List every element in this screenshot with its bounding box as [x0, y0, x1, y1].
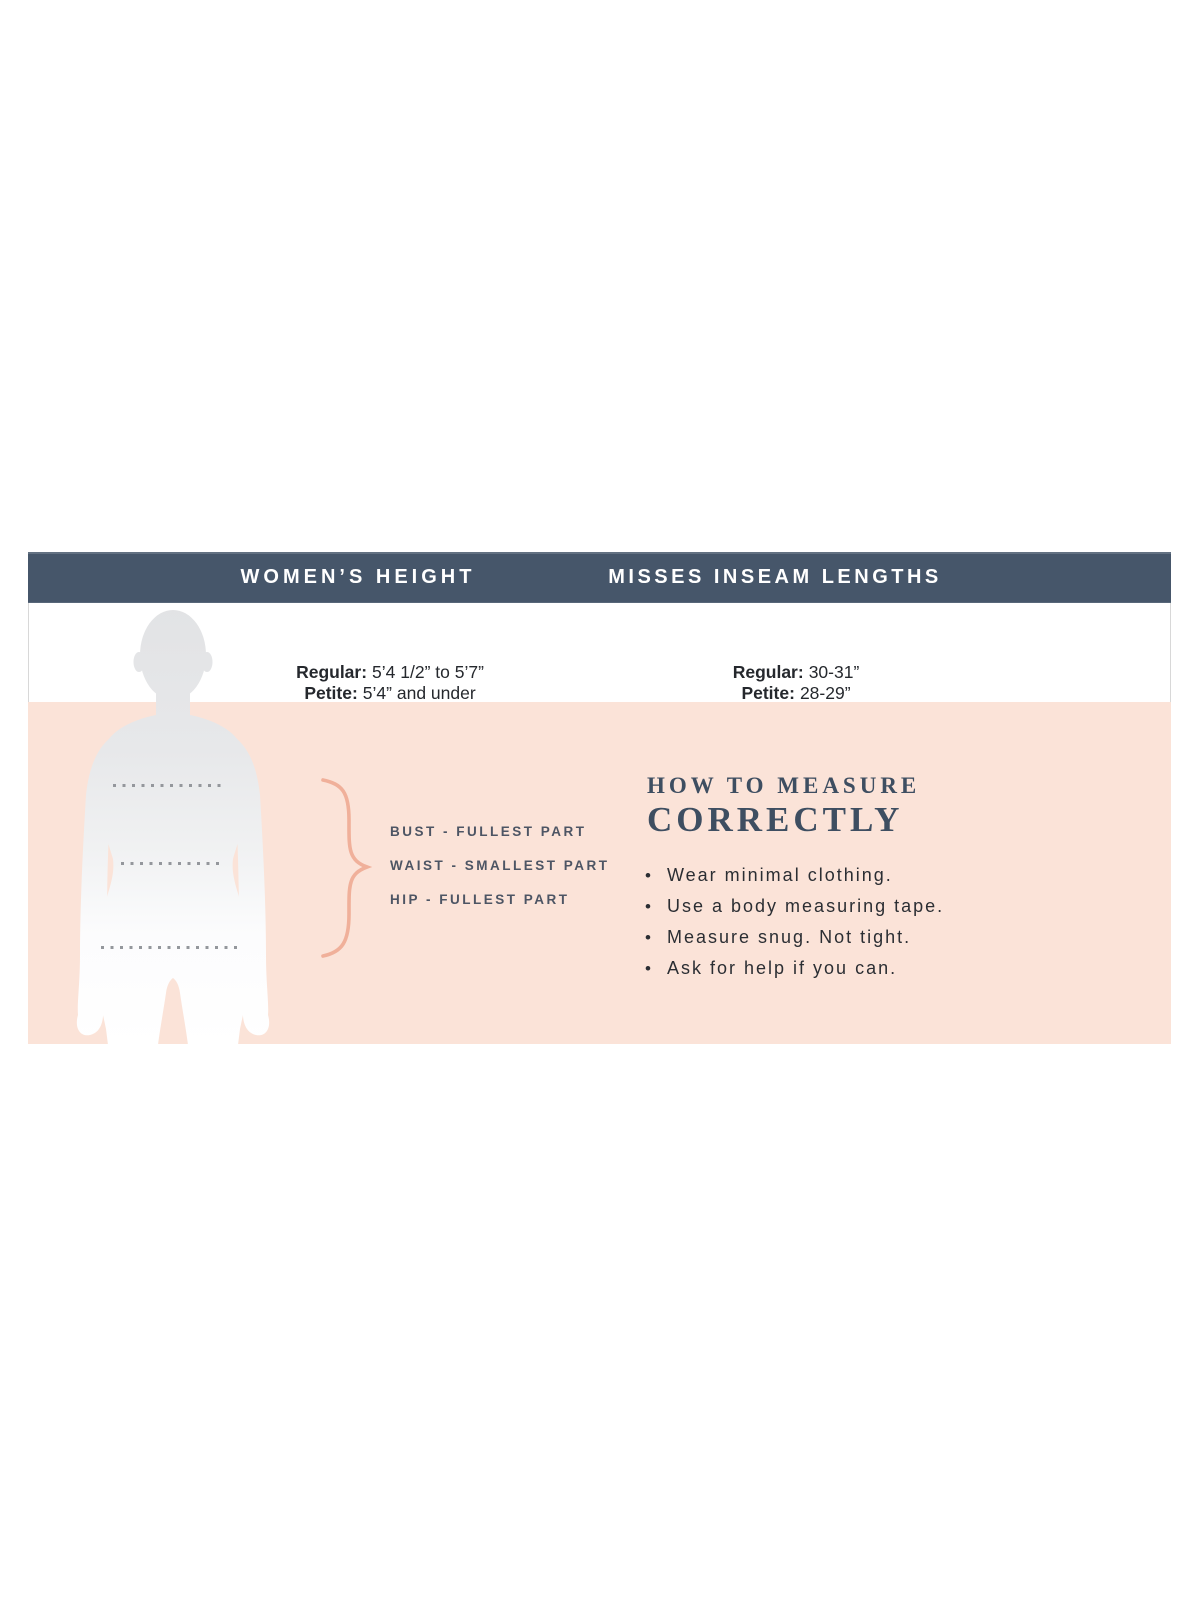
tip-text: Wear minimal clothing.	[667, 865, 893, 885]
misses-inseam-header: MISSES INSEAM LENGTHS	[608, 566, 942, 588]
inseam-petite-label: Petite:	[741, 682, 795, 703]
tip-item	[645, 953, 944, 984]
correctly-title: CORRECTLY	[647, 800, 904, 839]
tip-item	[645, 860, 944, 891]
tip-text: Measure snug. Not tight.	[667, 927, 912, 947]
bullet-icon: •	[645, 896, 653, 916]
height-regular-label: Regular:	[296, 662, 368, 682]
header-bar	[28, 552, 1171, 603]
hip-dotted-line	[101, 946, 239, 949]
size-guide-panel	[28, 552, 1171, 1044]
measurement-labels	[390, 825, 610, 927]
inseam-row-petite	[722, 683, 871, 704]
inseam-row-regular	[722, 662, 871, 683]
tip-text: Use a body measuring tape.	[667, 896, 945, 916]
womens-height-header: WOMEN’S HEIGHT	[240, 566, 476, 588]
height-petite-label: Petite:	[304, 682, 358, 703]
how-to-measure-title: HOW TO MEASURE	[647, 773, 921, 798]
height-row-regular	[296, 662, 484, 683]
female-silhouette-icon	[53, 605, 293, 1045]
measuring-tips-list	[645, 860, 944, 984]
inseam-regular-label: Regular:	[732, 662, 804, 682]
height-petite-value: 5’4” and under	[362, 682, 476, 703]
bullet-icon: •	[645, 865, 653, 885]
hip-label: HIP - FULLEST PART	[390, 892, 570, 907]
tip-text: Ask for help if you can.	[667, 958, 898, 978]
tip-item	[645, 891, 944, 922]
height-regular-value: 5’4 1/2” to 5’7”	[372, 662, 484, 682]
bust-label: BUST - FULLEST PART	[390, 824, 587, 839]
waist-label: WAIST - SMALLEST PART	[390, 858, 610, 873]
tip-item	[645, 922, 944, 953]
inseam-petite-value: 28-29”	[799, 682, 851, 703]
height-row-petite	[296, 683, 484, 704]
waist-dotted-line	[121, 862, 219, 865]
bust-dotted-line	[113, 784, 227, 787]
bullet-icon: •	[645, 958, 653, 978]
inseam-regular-value: 30-31”	[808, 662, 860, 682]
measurement-brace-icon	[318, 776, 374, 960]
bullet-icon: •	[645, 927, 653, 947]
